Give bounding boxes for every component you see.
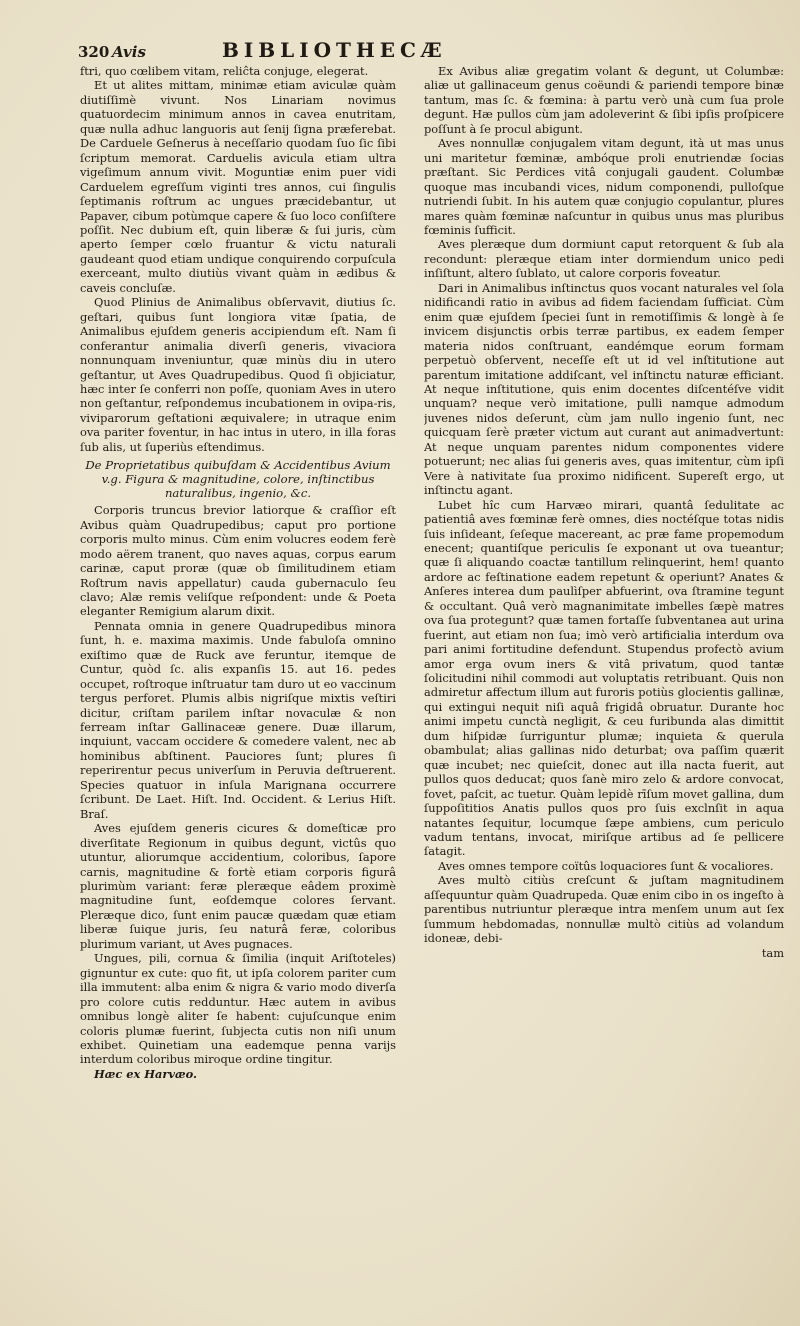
paragraph: Aves multò citiùs creſcunt & juſtam magnitudinem aſſequuntur quàm Quadrupeda. Quæ enim cibo in os ingeſto à parentibus nutriuntur pleræque intra menſem unum aut ſex ſummum hebdomadas, nonnullæ multò citiùs ad volandum idoneæ, debi- [424, 873, 784, 946]
signature-mark: Avis [112, 43, 146, 61]
paragraph: Dari in Animalibus inſtinctus quos vocant naturales vel ſola nidificandi ratio in avibus ad fidem faciendam ſufficiat. Cùm enim quæ ejuſdem ſpeciei ſunt in remotiſſimis & longè à ſe invicem disjunctis orbis terræ partibus, ex eadem ſemper materia nidos conſtruant, eandémque eorum formam perpetuò obſervent, neceſſe eſt ut id vel inſtitutione aut parentum imitatione addiſcant, vel inſtinctu naturæ efficiant. At neque inſtitutione, quis enim docentes diſcentéſve vidit unquam? neque verò imitatione, pulli namque admodum juvenes nidos deſerunt, cùm jam nullo ingenio ſunt, nec quicquam ſerè præter victum aut curant aut animadvertunt: At neque unquam parentes nidum componentes videre potuerunt; nec alias ſui generis aves, quas imitentur, cùm ipſi Vere à nativitate ſua proximo nidificent. Supereſt ergo, ut inſtinctu agant. [424, 280, 784, 498]
paragraph: Ungues, pili, cornua & ſimilia (inquit Ariſtoteles) gignuntur ex cute: quo fit, ut ipſa colorem pariter cum illa immutent: alba enim & nigra & vario modo diverſa pro colore cutis redduntur. Hæc autem in avibus omnibus longè aliter ſe habent: cujuſcunque enim coloris plumæ fuerint, ſubjecta cutis non niſi unum exhibet. Quinetiam una eademque penna varijs interdum coloribus miroque ordine tingitur. [80, 951, 396, 1067]
paragraph: Aves ejuſdem generis cicures & domeſticæ pro diverſitate Regionum in quibus degunt, victûs quo utuntur, aliorumque accidentium, coloribus, ſapore carnis, magnitudine & fortè etiam corporis figurâ plurimùm variant: feræ pleræque eâdem proximè magnitudine ſunt, eoſdemque colores ſervant. Pleræque dico, ſunt enim paucæ quædam quæ etiam liberæ ſuique juris, ſeu naturâ feræ, coloribus plurimum variant, ut Aves pugnaces. [80, 821, 396, 951]
paragraph: Aves nonnullæ conjugalem vitam degunt, ità ut mas unus uni maritetur fœminæ, ambóque proli enutriendæ ſocias præſtant. Sic Perdices vitâ conjugali gaudent. Columbæ quoque mas incubandi vices, nidum componendi, pulloſque nutriendi ſubit. In his autem quæ conjugio copulantur, plures mares quàm fœminæ naſcuntur in quibus unus mas pluribus fœminis ſufficit. [424, 136, 784, 237]
left-column [80, 64, 396, 1244]
paragraph: Aves omnes tempore coïtûs loquaciores ſunt & vocaliores. [438, 858, 774, 873]
right-column [424, 64, 784, 1249]
paragraph: Lubet hîc cum Harvæo mirari, quantâ ſedulitate ac patientiâ aves fœminæ ferè omnes, dies noctéſque totas nidis ſuis inſideant, ſeſeque macereant, ac præ fame propemodum enecent; quantiſque periculis ſe exponant ut ova tueantur; quæ ſi aliquando coactæ tantillum relinquerint, hem! quanto ardore ac feſtinatione eadem repetunt & operiunt? Anates & Anſeres interea dum paulìſper abfuerint, ova ſtramine tegunt & occultant. Quâ verò magnanimitate imbelles ſæpè matres ova ſua protegunt? quæ tamen fortaſſe ſubventanea aut urina fuerint, aut etiam non ſua; imò verò artificialia interdum ova pari animi fortitudine defendunt. Stupendus profectò avium amor erga ovum iners & vitâ privatum, quod tantæ ſolicitudini nihil commodi aut voluptatis retribuant. Quis non admiretur affectum illum aut furoris potiùs glocientis gallinæ, qui extingui nequit niſi aquâ frigidâ obruatur. Durante hoc animi impetu cunctà negligit, & ceu furibunda alas dimittit dum hiſpidæ ſurriguntur plumæ; inquieta & querula obambulat; alias gallinas nido deturbat; ova paſſim quærit quæ incubet; nec quieſcit, donec aut illa nacta fuerit, aut pullos quos deducat; quos ſanè miro zelo & ardore convocat, fovet, paſcit, ac tuetur. Quàm lepidè rīſum movet gallina, dum ſuppoſititios Anatis pullos quos pro ſuis exclnſit in aqua natantes ſequitur, locumque ſæpe ambiens, cum periculo vadum tentans, invocat, miriſque artibus ad ſe pellicere ſatagit. [424, 497, 784, 859]
page-header [78, 38, 778, 64]
paragraph: Ex Avibus aliæ gregatim volant & degunt, ut Columbæ: aliæ ut gallinaceum genus coëundi & pariendi tempore binæ tantum, mas ſc. & fœmina: à partu verò unà cum ſua prole degunt. Hæ pullos cùm jam adoleverint & ſibi ipſis proſpicere poſſunt à ſe procul abigunt. [424, 64, 784, 136]
paragraph: Pennata omnia in genere Quadrupedibus minora ſunt, h. e. maxima maximis. Unde fabuloſa omnino exiſtimo quæ de Ruck ave feruntur, itemque de Cuntur, quòd ſc. alis expanſis 15. aut 16. pedes occupet, roſtroque inſtruatur tam duro ut eo vaccinum tergus perforet. Plumis albis nigriſque mixtis veſtiri dicitur, criſtam parilem inſtar novaculæ & non ferream inſtar Gallinaceæ genere. Duæ illarum, inquiunt, vaccam occidere & comedere valent, nec ab hominibus abſtinent. Pauciores ſunt; plures ſi reperirentur pecus univerſum in Peruvia deſtruerent. Species quatuor in inſula Marignana occurrere ſcribunt. De Laet. Hiſt. Ind. Occident. & Lerius Hiſt. Braſ. [80, 618, 396, 821]
page-number: 320 [78, 43, 110, 61]
paragraph: Et ut alites mittam, minimæ etiam aviculæ quàm diutiſſimè vivunt. Nos Linariam novimus quatuordecim minimum annos in cavea enutritam, quæ nulla adhuc languoris aut ſenij ſigna præferebat. De Carduele Geſnerus à neceſſario quodam ſuo ſic ſibi ſcriptum memorat. Carduelis avicula etiam ultra vigeſimum annum vivit. Moguntiæ enim puer vidi Carduelem egreſſum viginti tres annos, cui ſingulis ſeptimanis roſtrum ac ungues præcidebantur, ut Papaver, cibum potùmque capere & ſuo loco conſiſtere poſſit. Nec dubium eſt, quin liberæ & ſui juris, cùm aperto ſemper cœlo fruantur & victu naturali gaudeant quod etiam undique conquirendo corpuſcula exerceant, multo diutiùs vivant quàm in ædibus & caveis concluſæ. [80, 78, 396, 295]
source-attribution: Hæc ex Harvæo. [94, 1066, 198, 1081]
catchword: tam [761, 945, 784, 960]
section-heading: De Proprietatibus quibuſdam & Accidentibus Avium v.g. Figura & magnitudine, colore, inſtinctibus naturalibus, ingenio, &c. [85, 458, 391, 501]
paragraph: Aves pleræque dum dormiunt caput retorquent & ſub ala recondunt: pleræque etiam inter dormiendum unico pedi inſiſtunt, altero ſublato, ut calore corporis foveatur. [424, 237, 784, 281]
running-head: BIBLIOTHECÆ [222, 38, 447, 62]
paragraph: Quod Plinius de Animalibus obſervavit, diutius ſc. geſtari, quibus ſunt longiora vitæ ſpatia, de Animalibus ejuſdem generis accipiendum eſt. Nam ſi conferantur animalia diverſi generis, vivaciora nonnunquam inveniuntur, quæ minùs diu in utero geſtantur, ut Aves Quadrupedibus. Quod ſi objiciatur, hæc inter ſe conferri non poſſe, quoniam Aves in utero non geſtantur, reſpondemus incubationem in ovipa-ris, viviparorum geſtationi æquivalere; in utraque enim ova pariter foventur, in hac intus in utero, in illa foras ſub alis, ut ſuperiùs eſtendimus. [80, 295, 396, 454]
paragraph: Corporis truncus brevior latiorque & craſſior eſt Avibus quàm Quadrupedibus; caput pro portione corporis multo minus. Cùm enim volucres eodem ferè modo aërem tranent, quo naves aquas, corpus earum carinæ, caput proræ (quæ ob ſimilitudinem etiam Roſtrum navis appellatur) cauda gubernaculo ſeu clavo; Alæ remis veliſque reſpondent: unde & Poeta eleganter Remigium alarum dixit. [80, 503, 396, 619]
paragraph: ftri, quo cœlibem vitam, reliĉta conjuge, elegerat. [80, 64, 369, 78]
